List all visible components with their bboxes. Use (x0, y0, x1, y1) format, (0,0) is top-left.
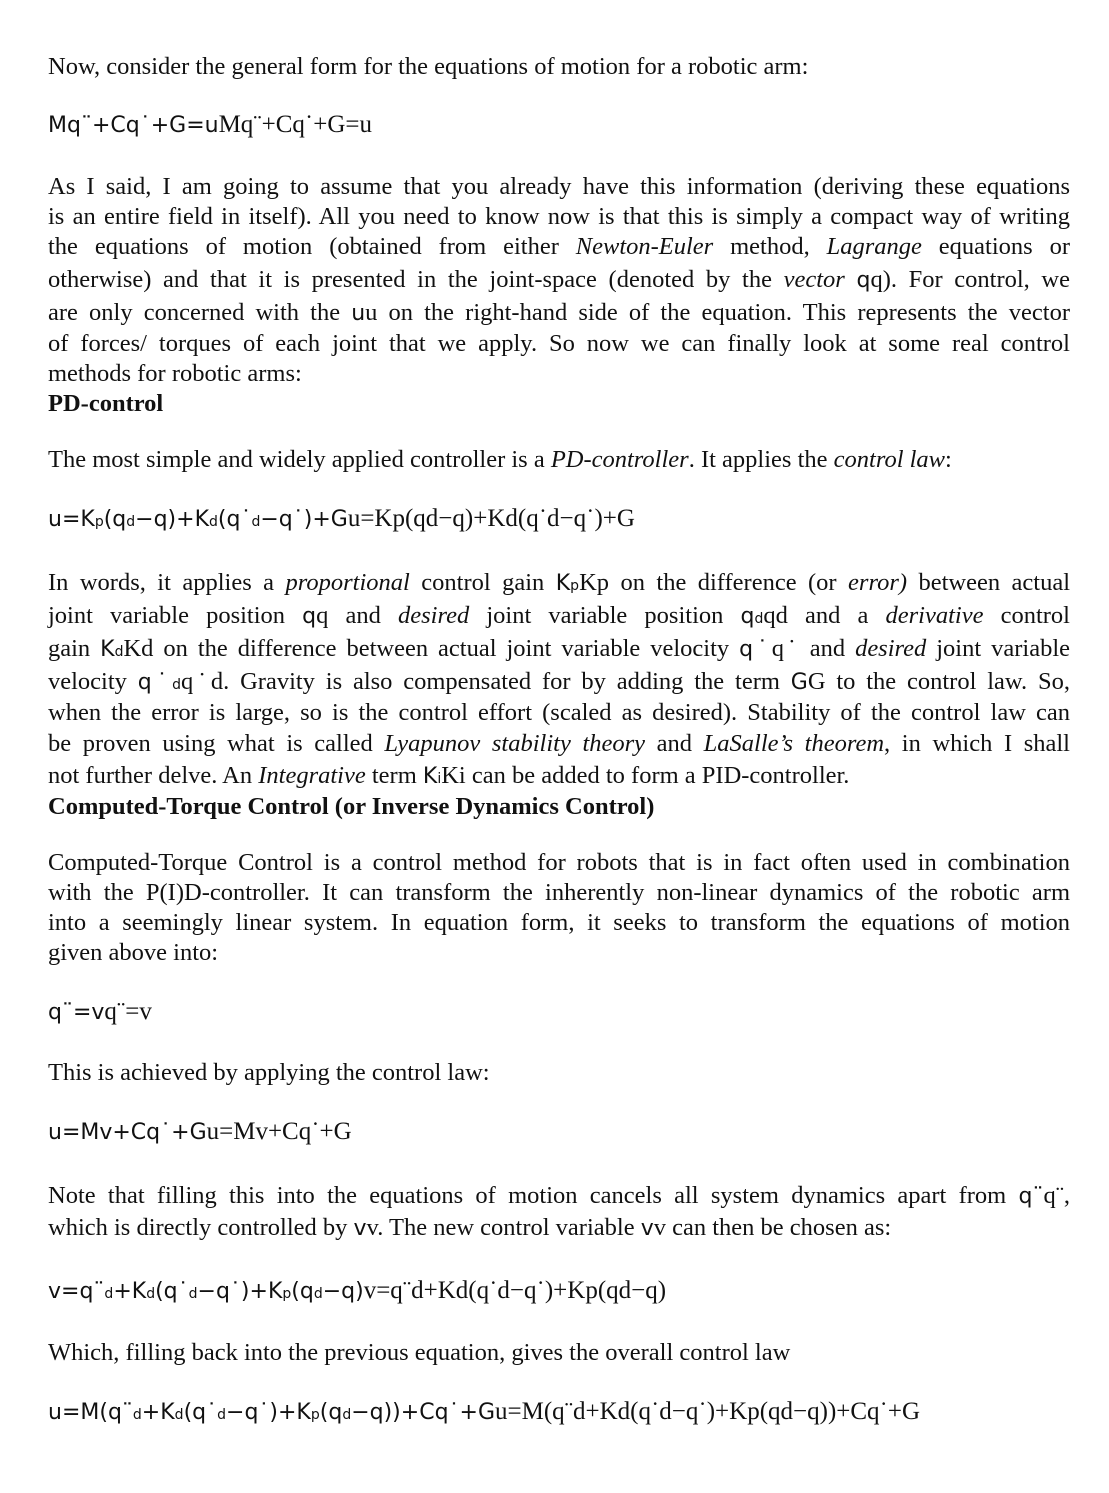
equation-overall-law: u=M(q¨d+Kd(q˙d−q˙)+Kp(qd−q))+Cq˙+Gu=M(q¨d+Kd(q˙d−q˙)+Kp(qd−q))+Cq˙+G (48, 1398, 921, 1425)
heading-computed-torque: Computed-Torque Control (or Inverse Dynamics Control) (48, 793, 655, 820)
para5-line: This is achieved by applying the control law: (48, 1059, 490, 1086)
para7-line: Which, filling back into the previous equation, gives the overall control law (48, 1339, 791, 1366)
equation-motion: Mq¨+Cq˙+G=uMq¨+Cq˙+G=u (48, 111, 372, 138)
para3-line: not further delve. An Integrative term KiKi can be added to form a PID-controller. (48, 762, 850, 789)
equation-v-law: v=q¨d+Kd(q˙d−q˙)+Kp(qd−q)v=q¨d+Kd(q˙d−q˙)+Kp(qd−q) (48, 1277, 667, 1304)
para3-line: velocity q˙dq˙d. Gravity is also compensated for by adding the term GG to the control law. So, (48, 668, 1070, 695)
para6-line: which is directly controlled by vv. The new control variable vv can then be chosen as: (48, 1214, 892, 1241)
para3-line: gain KdKd on the difference between actual joint variable velocity q˙q˙ and desired joint variable (48, 635, 1070, 662)
para4-line: into a seemingly linear system. In equation form, it seeks to transform the equations of motion (48, 909, 1070, 936)
para3-line: joint variable position qq and desired joint variable position qdqd and a derivative control (48, 602, 1070, 629)
para1-line: are only concerned with the uu on the right-hand side of the equation. This represents the vector (48, 299, 1071, 326)
para3-line: In words, it applies a proportional control gain KpKp on the difference (or error) between actual (48, 569, 1070, 596)
para1-line: is an entire field in itself). All you need to know now is that this is simply a compact way of writing (48, 203, 1070, 230)
para4-line: with the P(I)D-controller. It can transform the inherently non-linear dynamics of the robotic arm (48, 879, 1070, 906)
intro-line: Now, consider the general form for the equations of motion for a robotic arm: (48, 53, 809, 80)
heading-pd-control: PD-control (48, 390, 164, 417)
equation-pd-law: u=Kp(qd−q)+Kd(q˙d−q˙)+Gu=Kp(qd−q)+Kd(q˙d−q˙)+G (48, 505, 635, 532)
para4-line: Computed-Torque Control is a control method for robots that is in fact often used in combination (48, 849, 1070, 876)
para1-line: As I said, I am going to assume that you already have this information (deriving these equations (48, 173, 1070, 200)
equation-linear: q¨=vq¨=v (48, 998, 152, 1025)
equation-ctc-law: u=Mv+Cq˙+Gu=Mv+Cq˙+G (48, 1118, 352, 1145)
para2-line: The most simple and widely applied controller is a PD-controller. It applies the control law: (48, 446, 952, 473)
para1-line: methods for robotic arms: (48, 360, 302, 387)
para3-line: be proven using what is called Lyapunov stability theory and LaSalle’s theorem, in which I shall (48, 730, 1070, 757)
para6-line: Note that filling this into the equations of motion cancels all system dynamics apart from q¨q¨, (48, 1182, 1070, 1209)
para3-line: when the error is large, so is the control effort (scaled as desired). Stability of the control law can (48, 699, 1070, 726)
para1-line: otherwise) and that it is presented in the joint-space (denoted by the vector qq). For control, we (48, 266, 1071, 293)
para1-line: of forces/ torques of each joint that we apply. So now we can finally look at some real control (48, 330, 1070, 357)
para1-line: the equations of motion (obtained from either Newton-Euler method, Lagrange equations or (48, 233, 1070, 260)
para4-line: given above into: (48, 939, 219, 966)
